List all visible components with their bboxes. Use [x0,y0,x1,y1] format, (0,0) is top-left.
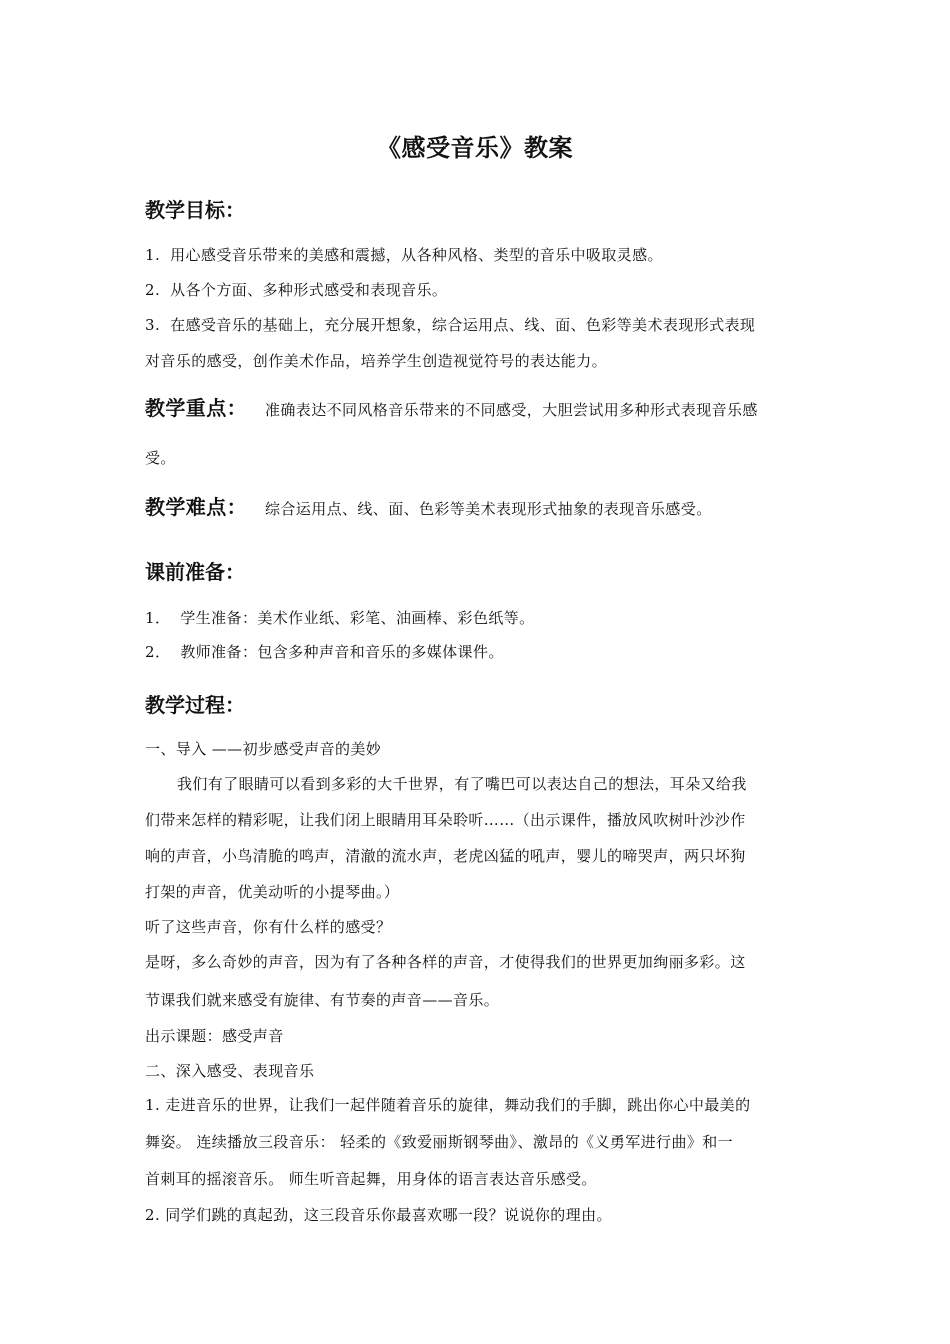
step-1-line: 舞姿。 连续播放三段音乐： 轻柔的《致爱丽斯钢琴曲》、激昂的《义勇军进行曲》和一 [145,1133,734,1151]
preparation-num: 1． [145,609,171,627]
difficulties [145,489,815,527]
objective-num: 1. [145,246,161,264]
objective-text: 在感受音乐的基础上，充分展开想象，综合运用点、线、面、色彩等美术表现形式表现 [170,316,756,334]
objective-item-3-cont: 对音乐的感受，创作美术作品，培养学生创造视觉符号的表达能力。 [145,352,608,370]
section-1-title: 一、导入 ——初步感受声音的美妙 [145,740,382,758]
preparation-heading: 课前准备： [145,560,245,584]
feeling-question: 听了这些声音，你有什么样的感受？ [145,918,392,936]
objective-text: 用心感受音乐带来的美感和震撼，从各种风格、类型的音乐中吸取灵感。 [170,246,663,264]
step-2-line: 2. 同学们跳的真起劲，这三段音乐你最喜欢哪一段？说说你的理由。 [145,1206,612,1224]
intro-paragraph-line: 我们有了眼睛可以看到多彩的大千世界，有了嘴巴可以表达自己的想法，耳朵又给我 [177,775,747,793]
preparation-text: 教师准备：包含多种声音和音乐的多媒体课件。 [180,643,504,661]
difficulties-heading: 教学难点： [145,495,247,519]
intro-paragraph-line: 们带来怎样的精彩呢，让我们闭上眼睛用耳朵聆听……（出示课件，播放风吹树叶沙沙作 [145,811,746,829]
objective-num: 2. [145,281,161,299]
key-points [145,390,815,428]
objective-item-3 [145,307,815,343]
key-points-cont: 受。 [145,449,176,467]
difficulties-text: 综合运用点、线、面、色彩等美术表现形式抽象的表现音乐感受。 [265,500,712,518]
preparation-num: 2． [145,643,171,661]
preparation-text: 学生准备：美术作业纸、彩笔、油画棒、彩色纸等。 [180,609,535,627]
objectives-heading: 教学目标： [145,198,245,222]
objective-text: 从各个方面、多种形式感受和表现音乐。 [170,281,448,299]
objective-item-1 [145,237,815,273]
preparation-item-2 [145,634,815,670]
process-heading: 教学过程： [145,693,245,717]
objective-item-2 [145,272,815,308]
preparation-item-1 [145,600,815,636]
document-title: 《感受音乐》教案 [377,134,573,162]
key-points-heading: 教学重点： [145,396,247,420]
step-1-line: 1. 走进音乐的世界，让我们一起伴随着音乐的旋律，舞动我们的手脚，跳出你心中最美的 [145,1096,751,1114]
topic-line: 出示课题：感受声音 [145,1027,284,1045]
intro-paragraph-line: 打架的声音，优美动听的小提琴曲。） [145,883,400,901]
objective-num: 3. [145,316,161,334]
intro-paragraph-line: 响的声音，小鸟清脆的鸣声，清澈的流水声，老虎凶猛的吼声，婴儿的啼哭声，两只坏狗 [145,847,746,865]
summary-paragraph-line: 节课我们就来感受有旋律、有节奏的声音——音乐。 [145,991,500,1009]
step-1-line: 首刺耳的摇滚音乐。 师生听音起舞，用身体的语言表达音乐感受。 [145,1170,597,1188]
section-2-title: 二、深入感受、表现音乐 [145,1062,315,1080]
summary-paragraph-line: 是呀，多么奇妙的声音，因为有了各种各样的声音，才使得我们的世界更加绚丽多彩。这 [145,953,746,971]
key-points-text: 准确表达不同风格音乐带来的不同感受，大胆尝试用多种形式表现音乐感 [265,401,758,419]
